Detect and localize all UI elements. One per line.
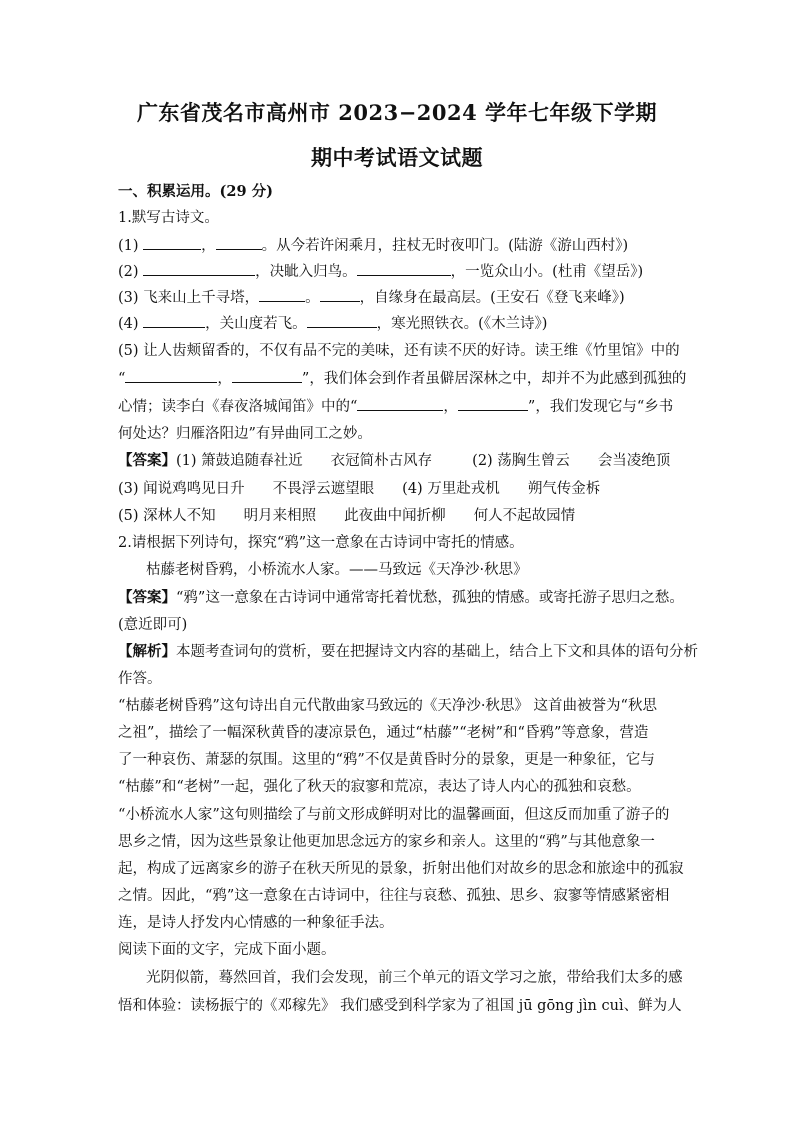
- answer-text: 衣冠简朴古风存: [330, 453, 433, 469]
- item-text: (3) 飞来山上千寻塔，: [118, 290, 260, 306]
- question-1-item-3: [118, 287, 678, 308]
- analysis-paragraph-1-line: “枯藤”和“老树”一起，强化了秋天的寂寥和荒凉，表达了诗人内心的孤独和哀愁。: [118, 779, 641, 795]
- reading-passage-line: 悟和体验：读杨振宁的《邓稼先》 我们感受到科学家为了祖国 jū gōng jìn cuì、鲜为人: [118, 998, 682, 1014]
- item-number: (2): [118, 264, 139, 280]
- answer-text: (4) 万里赴戎机: [402, 481, 500, 497]
- answer-text: 会当凌绝顶: [597, 453, 671, 469]
- answer-blank: [216, 235, 262, 250]
- answer-label: 【答案】: [118, 452, 176, 469]
- analysis-label: 【解析】: [118, 643, 176, 660]
- answer-text: (3) 闻说鸡鸣见日升: [118, 481, 245, 497]
- question-2-poem: 枯藤老树昏鸦，小桥流水人家。——马致远《天净沙·秋思》: [146, 562, 528, 578]
- answer-text: (5) 深林人不知: [118, 508, 216, 524]
- item-separator: ，: [443, 399, 458, 415]
- reading-intro: 阅读下面的文字，完成下面小题。: [118, 942, 336, 958]
- item-text: 。从今若许闲乘月，拄杖无时夜叩门。(陆游《游山西村》): [261, 238, 629, 254]
- exam-title-line2: 期中考试语文试题: [311, 145, 483, 170]
- question-1-item-4: [118, 313, 678, 334]
- question-1-stem: 1.默写古诗文。: [118, 210, 219, 226]
- answer-text: 不畏浮云遮望眼: [272, 481, 375, 497]
- analysis-paragraph-1-line: 了一种哀伤、萧瑟的氛围。这里的“鸦”不仅是黄昏时分的景象，更是一种象征，它与: [118, 752, 655, 768]
- question-1-item-5-line-2: [118, 368, 687, 389]
- answer-blank: [357, 396, 443, 411]
- answer-text: (1) 箫鼓追随春社近: [176, 453, 303, 469]
- question-2-answer: [118, 588, 684, 608]
- question-1-item-2: [118, 261, 678, 282]
- question-2-stem: 2.请根据下列诗句，探究“鸦”这一意象在古诗词中寄托的情感。: [118, 535, 524, 551]
- analysis-paragraph-1-line: 之祖”，描绘了一幅深秋黄昏的凄凉景色，通过“枯藤”“老树”和“昏鸦”等意象，营造: [118, 725, 649, 741]
- item-text: ，寒光照铁衣。(《木兰诗》): [376, 316, 548, 332]
- question-2-answer-note: (意近即可): [118, 617, 188, 633]
- item-text: ，自缘身在最高层。(王安石《登飞来峰》): [359, 290, 625, 306]
- answer-text: 此夜曲中闻折柳: [344, 508, 446, 524]
- question-1-item-5-line-1: (5) 让人齿颊留香的，不仅有品不完的美味，还有读不厌的好诗。读王维《竹里馆》中的: [118, 343, 680, 359]
- quote-open: “: [118, 371, 126, 387]
- answer-text: “鸦”这一意象在古诗词中通常寄托着忧愁，孤独的情感。或寄托游子思归之愁。: [176, 590, 684, 606]
- question-1-item-5-line-3: [118, 396, 678, 417]
- answer-blank: [143, 313, 205, 328]
- answer-blank: [458, 396, 528, 411]
- question-2-analysis: [118, 642, 698, 662]
- item-text: ，决眦入归鸟。: [255, 264, 357, 280]
- item-number: (1): [118, 238, 139, 254]
- item-text: 心情；读李白《春夜洛城闻笛》中的“: [118, 399, 358, 415]
- answer-blank: [307, 313, 377, 328]
- answer-blank: [143, 261, 255, 276]
- question-1-answer-row-3: [118, 506, 678, 526]
- exam-title-line1: 广东省茂名市高州市 2023−2024 学年七年级下学期: [136, 100, 658, 125]
- question-1-item-5-line-4: 何处达？归雁洛阳边”有异曲同工之妙。: [118, 426, 372, 442]
- analysis-text: 本题考查词句的赏析，要在把握诗文内容的基础上，结合上下文和具体的语句分析: [176, 644, 698, 660]
- answer-blank: [143, 235, 201, 250]
- question-2-analysis-cont: 作答。: [118, 671, 162, 687]
- answer-blank: [259, 287, 305, 302]
- answer-text: (2) 荡胸生曾云: [472, 453, 570, 469]
- answer-label: 【答案】: [118, 589, 176, 606]
- answer-text: 何人不起故园情: [473, 508, 576, 524]
- analysis-paragraph-2-line: 连，是诗人抒发内心情感的一种象征手法。: [118, 915, 394, 931]
- section-heading: 一、积累运用。(29 分): [118, 183, 273, 200]
- item-text: ，一览众山小。(杜甫《望岳》): [450, 264, 644, 280]
- analysis-paragraph-2-line: 之情。因此，“鸦”这一意象在古诗词中，往往与哀愁、孤独、思乡、寂寥等情感紧密相: [118, 888, 670, 904]
- answer-text: 明月来相照: [243, 508, 317, 524]
- question-1-item-1: [118, 235, 678, 256]
- analysis-paragraph-2-line: 思乡之情，因为这些景象让他更加思念远方的家乡和亲人。这里的“鸦”与其他意象一: [118, 834, 655, 850]
- item-text: ”，我们发现它与“乡书: [527, 399, 674, 415]
- analysis-paragraph-1-line: “枯藤老树昏鸦”这句诗出自元代散曲家马致远的《天净沙·秋思》 这首曲被誉为“秋思: [118, 698, 657, 714]
- answer-blank: [357, 261, 451, 276]
- answer-blank: [232, 368, 302, 383]
- item-number: (4): [118, 316, 139, 332]
- answer-blank: [125, 368, 217, 383]
- item-separator: ，: [217, 371, 232, 387]
- item-text: 。: [305, 290, 320, 306]
- question-1-answer-row-2: [118, 479, 678, 499]
- reading-passage-line: 光阴似箭，蓦然回首，我们会发现，前三个单元的语文学习之旅，带给我们太多的感: [146, 970, 683, 986]
- answer-text: 朔气传金柝: [527, 481, 601, 497]
- answer-blank: [320, 287, 360, 302]
- item-text: ，关山度若飞。: [205, 316, 307, 332]
- question-1-answer-row-1: [118, 451, 678, 471]
- item-separator: ，: [201, 238, 216, 254]
- analysis-paragraph-2-line: 起，构成了远离家乡的游子在秋天所见的景象，折射出他们对故乡的思念和旅途中的孤寂: [118, 861, 684, 877]
- item-text: ”，我们体会到作者虽僻居深林之中，却并不为此感到孤独的: [301, 371, 687, 387]
- analysis-paragraph-2-line: “小桥流水人家”这句则描绘了与前文形成鲜明对比的温馨画面，但这反而加重了游子的: [118, 807, 670, 823]
